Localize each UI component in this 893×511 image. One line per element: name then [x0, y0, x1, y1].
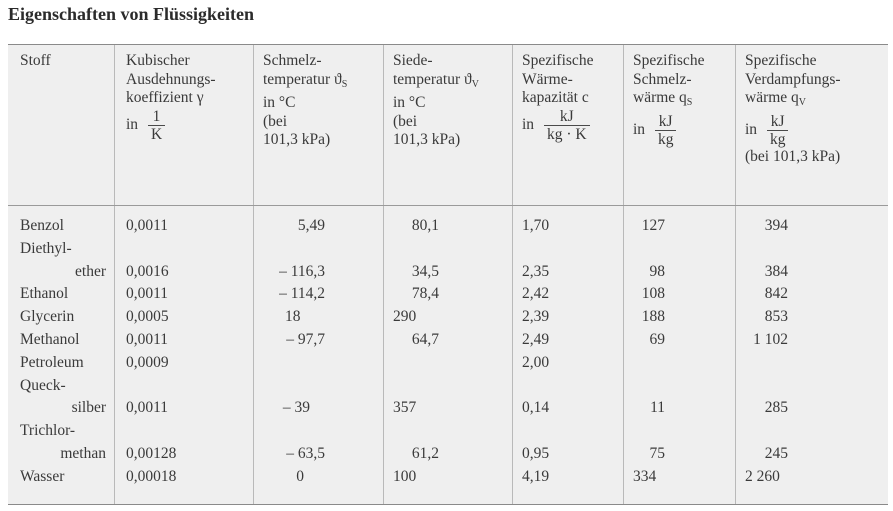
cell-c: 2,49 [522, 331, 550, 348]
cell-gamma: 0,0011 [126, 399, 169, 417]
header-unit [745, 113, 841, 148]
cell-schmelz: 5,49 [297, 217, 325, 234]
cell-gamma: 0,0009 [126, 353, 169, 371]
fraction-numerator: kJ [767, 113, 789, 131]
cell-siede: 357 [393, 399, 417, 417]
cell-stoff: Methanol [20, 331, 80, 348]
header-text: (bei [393, 112, 418, 130]
header-schmelztemperatur [263, 52, 347, 150]
cell-gamma: 0,0016 [126, 262, 169, 280]
header-text: 101,3 kPa) [393, 131, 461, 149]
header-text: kapazität c [522, 89, 589, 107]
cell-schmelz: – 63,5 [286, 444, 325, 462]
cell-siede: 34,5 [411, 262, 439, 280]
header-text: (bei [263, 112, 288, 130]
fraction-numerator: kJ [544, 108, 590, 126]
cell-stoff: methan [60, 444, 106, 462]
unit-fraction [655, 113, 677, 148]
cell-schmelz: 0 [296, 467, 304, 485]
cell-c: 2,42 [522, 285, 550, 303]
fraction-numerator: kJ [655, 113, 677, 131]
fraction-denominator: kg [657, 130, 674, 148]
header-text: temperatur ϑ [263, 70, 342, 88]
header-divider [8, 205, 888, 206]
header-text: in [633, 120, 646, 138]
cell-schmelz: 18 [285, 308, 301, 326]
cell-qs: 108 [641, 285, 665, 303]
header-subscript: V [798, 97, 807, 109]
fraction-numerator: 1 [148, 108, 165, 126]
cell-qv: 2 260 [745, 467, 780, 485]
header-text: in °C [263, 94, 296, 112]
cell-stoff: Petroleum [20, 353, 84, 371]
unit-fraction [148, 108, 165, 143]
cell-qv: 285 [764, 399, 788, 417]
header-text: wärme q [745, 89, 799, 107]
header-text: Spezifische [745, 52, 817, 69]
header-subscript: S [686, 97, 693, 109]
header-unit [522, 108, 593, 143]
cell-siede: 290 [393, 308, 417, 326]
cell-c: 2,35 [522, 262, 550, 280]
header-text: Spezifische [522, 52, 594, 69]
cell-qv: 245 [764, 444, 788, 462]
header-stoff-label: Stoff [20, 52, 51, 69]
cell-qs: 98 [649, 262, 665, 280]
cell-stoff: ether [75, 262, 106, 280]
cell-stoff: Ethanol [20, 285, 69, 303]
cell-gamma: 0,0011 [126, 331, 169, 348]
cell-stoff: Trichlor- [20, 422, 76, 440]
cell-gamma: 0,0005 [126, 308, 169, 326]
header-text: Wärme- [522, 70, 573, 88]
cell-stoff: Queck- [20, 376, 66, 394]
cell-qv: 384 [764, 262, 788, 280]
header-text: Kubischer [126, 52, 190, 69]
cell-c: 1,70 [522, 217, 550, 234]
cell-gamma: 0,00128 [126, 444, 177, 462]
header-text: in °C [393, 94, 426, 112]
header-waermekapazitaet [522, 52, 593, 143]
header-text: 101,3 kPa) [263, 131, 331, 149]
header-stoff [20, 52, 51, 71]
cell-c: 4,19 [522, 467, 550, 485]
header-text: koeffizient γ [126, 89, 204, 107]
cell-stoff: Benzol [20, 217, 64, 234]
header-text: Spezifische [633, 52, 705, 69]
table-row [8, 215, 888, 238]
page-title: Eigenschaften von Flüssigkeiten [8, 4, 255, 24]
cell-siede: 64,7 [411, 331, 439, 348]
header-unit [633, 113, 704, 148]
cell-siede: 61,2 [411, 444, 439, 462]
cell-gamma: 0,0011 [126, 217, 169, 234]
header-text: Verdampfungs- [745, 70, 841, 88]
cell-qs: 334 [633, 467, 657, 485]
table-row [8, 375, 888, 421]
cell-siede: 78,4 [411, 285, 439, 303]
cell-c: 2,39 [522, 308, 550, 326]
header-text: in [522, 115, 535, 133]
table-row [8, 420, 888, 466]
cell-schmelz: – 39 [282, 399, 310, 417]
header-text: wärme q [633, 89, 687, 107]
cell-qs: 75 [649, 444, 665, 462]
cell-stoff: Diethyl- [20, 239, 72, 257]
cell-stoff: Glycerin [20, 308, 75, 326]
cell-qs: 11 [650, 399, 665, 417]
cell-stoff: Wasser [20, 467, 65, 485]
cell-qs: 127 [641, 217, 665, 234]
cell-c: 0,95 [522, 444, 550, 462]
cell-siede: 100 [393, 467, 417, 485]
cell-gamma: 0,00018 [126, 467, 177, 485]
header-text: (bei 101,3 kPa) [745, 147, 841, 165]
header-text: Schmelz- [633, 70, 692, 88]
cell-gamma: 0,0011 [126, 285, 169, 303]
table-row [8, 329, 888, 352]
cell-qs: 188 [641, 308, 665, 326]
header-gamma [126, 52, 216, 143]
table-row [8, 238, 888, 284]
header-subscript: S [341, 78, 348, 90]
header-text: Schmelz- [263, 52, 322, 69]
cell-qv: 842 [764, 285, 788, 303]
header-unit [126, 108, 216, 143]
cell-schmelz: – 97,7 [286, 331, 325, 348]
cell-qs: 69 [649, 331, 665, 348]
cell-schmelz: – 114,2 [279, 285, 325, 303]
fraction-denominator: kg · K [546, 125, 587, 143]
header-text: in [745, 120, 758, 138]
cell-c: 0,14 [522, 399, 550, 417]
cell-qv: 853 [764, 308, 788, 326]
header-text: Siede- [393, 52, 433, 69]
cell-siede: 80,1 [411, 217, 439, 234]
header-text: Ausdehnungs- [126, 70, 216, 88]
table-row [8, 306, 888, 329]
table-row [8, 466, 888, 489]
unit-fraction [544, 108, 590, 143]
header-schmelzwaerme [633, 52, 704, 148]
cell-schmelz: – 116,3 [279, 262, 325, 280]
cell-c: 2,00 [522, 353, 550, 371]
unit-fraction [767, 113, 789, 148]
header-text: in [126, 115, 139, 133]
fraction-denominator: kg [769, 130, 786, 148]
cell-qv: 1 102 [753, 331, 788, 348]
cell-qv: 394 [764, 217, 788, 234]
header-siedetemperatur [393, 52, 479, 150]
fraction-denominator: K [150, 125, 163, 143]
header-subscript: V [471, 78, 479, 90]
properties-table [8, 44, 888, 505]
table-row [8, 352, 888, 375]
table-row [8, 283, 888, 306]
cell-stoff: silber [71, 399, 106, 417]
header-verdampfungswaerme [745, 52, 841, 166]
header-text: temperatur ϑ [393, 70, 472, 88]
